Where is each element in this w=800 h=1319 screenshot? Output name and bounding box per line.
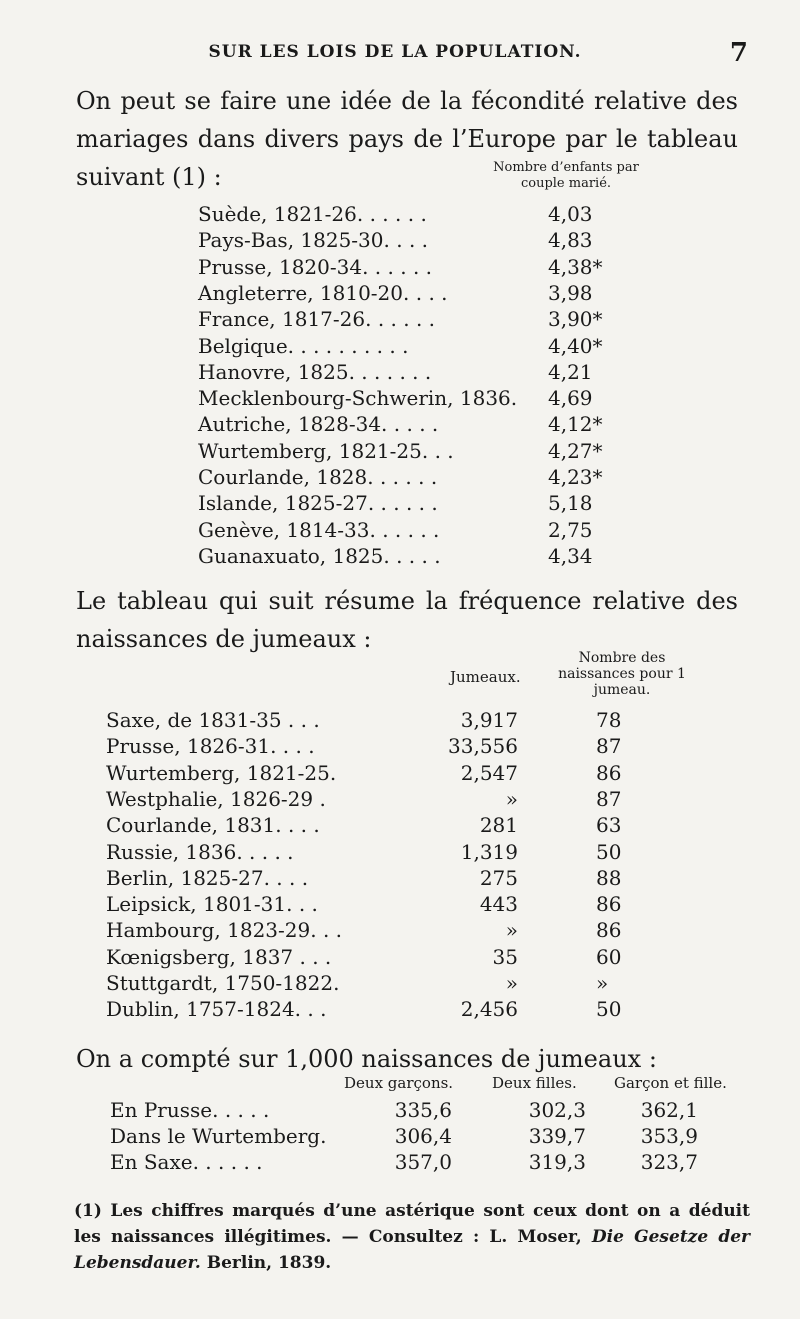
row-label: Wurtemberg, 1821-25. [106,760,337,785]
row-value: 4,23* [548,465,603,489]
table-row [110,1150,700,1176]
row-label: En Prusse. . . . . [110,1098,270,1122]
table-row [198,439,638,465]
table1-column-header: Nombre d’enfants par couple marié. [493,160,639,191]
row-jumeaux: 3,917 [460,708,518,732]
row-naissances: 88 [596,865,622,890]
table-row [106,734,646,760]
row-jumeaux: » [505,918,518,943]
row-naissances: 86 [596,918,622,943]
row-label: Islande, 1825-27. . . . . . [198,491,438,516]
table-row [106,997,646,1023]
twins-sex-paragraph: On a compté sur 1,000 naissances de jumeaux : [76,1045,657,1073]
table-row [198,281,638,307]
row-jumeaux: 443 [479,892,518,917]
row-jumeaux: 281 [479,813,518,838]
row-jumeaux: » [505,786,518,811]
row-label: Courlande, 1831. . . . [106,813,320,838]
intro-paragraph: On peut se faire une idée de la fécondité relative des mariages dans divers pays de l’Europe par le tableau suivant (1) : [76,87,738,191]
row-label: Stuttgardt, 1750-1822. [106,971,340,995]
row-value-mixed: 323,7 [640,1150,698,1174]
row-naissances: 50 [596,997,622,1022]
row-label: Suède, 1821-26. . . . . . [198,202,427,226]
row-label: Dans le Wurtemberg. [110,1124,327,1148]
row-value: 4,03 [548,202,593,226]
row-label: Courlande, 1828. . . . . . [198,465,438,489]
row-label: Belgique. . . . . . . . . . [198,333,409,358]
table-row [106,945,646,971]
row-naissances: 87 [596,786,622,811]
table-row [198,544,638,570]
row-value-mixed: 362,1 [640,1098,698,1122]
row-label: Prusse, 1820-34. . . . . . [198,254,433,279]
table-row [106,813,646,839]
row-label: Angleterre, 1810-20. . . . [198,280,448,305]
row-label: Russie, 1836. . . . . [106,839,294,864]
table-row [106,787,646,813]
row-jumeaux: 2,456 [460,997,518,1022]
table-row [106,918,646,944]
row-value: 4,12* [548,412,603,437]
page-number: 7 [729,38,748,68]
row-value-girls: 302,3 [528,1098,586,1122]
row-value: 4,69 [548,386,593,411]
table-row [198,228,638,254]
row-value: 4,27* [548,438,603,463]
footnote [74,1198,750,1276]
footnote-book-title: Die Gesetze der Lebensdauer. [74,1227,750,1273]
row-naissances: 78 [596,708,622,732]
row-label: Prusse, 1826-31. . . . [106,734,315,759]
table-row [106,971,646,997]
table-row [106,892,646,918]
row-value-girls: 319,3 [528,1150,586,1174]
row-value: 4,21 [548,359,593,384]
table3-header-girls: Deux filles. [492,1074,577,1092]
table-row [106,840,646,866]
row-label: En Saxe. . . . . . [110,1150,263,1174]
row-label: Wurtemberg, 1821-25. . . [198,438,454,463]
row-value: 4,83 [548,228,593,253]
row-value: 4,40* [548,333,603,358]
row-value: 3,90* [548,307,603,332]
row-label: Hambourg, 1823-29. . . [106,918,343,943]
row-naissances: 60 [596,944,622,969]
row-label: Dublin, 1757-1824. . . [106,997,327,1022]
row-jumeaux: 275 [479,865,518,890]
row-label: Berlin, 1825-27. . . . [106,865,309,890]
row-value: 5,18 [548,491,593,516]
row-naissances: 86 [596,892,622,917]
table-row [198,202,638,228]
row-label: Leipsick, 1801-31. . . [106,892,318,917]
twins-paragraph: Le tableau qui suit résume la fréquence relative des naissances de jumeaux : [76,587,738,653]
row-jumeaux: » [505,971,518,995]
row-naissances: 50 [596,839,622,864]
row-naissances: » [596,971,609,995]
table-row [106,866,646,892]
table2-jumeaux-header: Jumeaux. [450,668,521,686]
table-row [198,360,638,386]
row-label: Saxe, de 1831-35 . . . [106,708,320,732]
table3-header-mixed: Garçon et fille. [614,1074,727,1092]
table3-header-boys: Deux garçons. [344,1074,454,1092]
table-row [106,708,646,734]
table-row [110,1098,700,1124]
row-jumeaux: 33,556 [448,734,518,759]
running-header [0,38,800,72]
row-naissances: 87 [596,734,622,759]
row-value: 2,75 [548,517,593,542]
table2-naissances-header: Nombre des naissances pour 1 jumeau. [558,650,686,698]
table-row [110,1124,700,1150]
row-label: Hanovre, 1825. . . . . . . [198,359,432,384]
table-row [198,465,638,491]
row-value: 3,98 [548,280,593,305]
footnote-text: (1) Les chiffres marqués d’une astérique sont ceux dont on a déduit les naissances illégitimes. — Consultez : L. Moser, [74,1201,750,1247]
row-label: Pays-Bas, 1825-30. . . . [198,228,429,253]
footnote-after: Berlin, 1839. [206,1253,332,1273]
row-value-boys: 306,4 [394,1124,452,1148]
row-naissances: 86 [596,760,622,785]
row-label: Westphalie, 1826-29 . [106,786,326,811]
row-value: 4,38* [548,254,603,279]
row-value-boys: 357,0 [394,1150,452,1174]
row-label: Mecklenbourg-Schwerin, 1836. [198,386,518,411]
row-value-girls: 339,7 [528,1124,586,1148]
table-row [198,491,638,517]
row-label: Autriche, 1828-34. . . . . [198,412,439,437]
table-row [198,386,638,412]
table-row [198,518,638,544]
table-row [198,412,638,438]
row-jumeaux: 35 [492,944,518,969]
row-jumeaux: 1,319 [460,839,518,864]
row-value: 4,34 [548,543,593,568]
row-label: Kœnigsberg, 1837 . . . [106,944,332,969]
row-label: Genève, 1814-33. . . . . . [198,517,440,542]
row-label: Guanaxuato, 1825. . . . . [198,543,441,568]
row-label: France, 1817-26. . . . . . [198,307,436,332]
table-row [198,307,638,333]
row-jumeaux: 2,547 [460,760,518,785]
header-title: SUR LES LOIS DE LA POPULATION. [208,42,582,62]
table-row [198,334,638,360]
row-naissances: 63 [596,813,622,838]
row-value-mixed: 353,9 [640,1124,698,1148]
row-value-boys: 335,6 [394,1098,452,1122]
table-row [198,255,638,281]
table-row [106,761,646,787]
